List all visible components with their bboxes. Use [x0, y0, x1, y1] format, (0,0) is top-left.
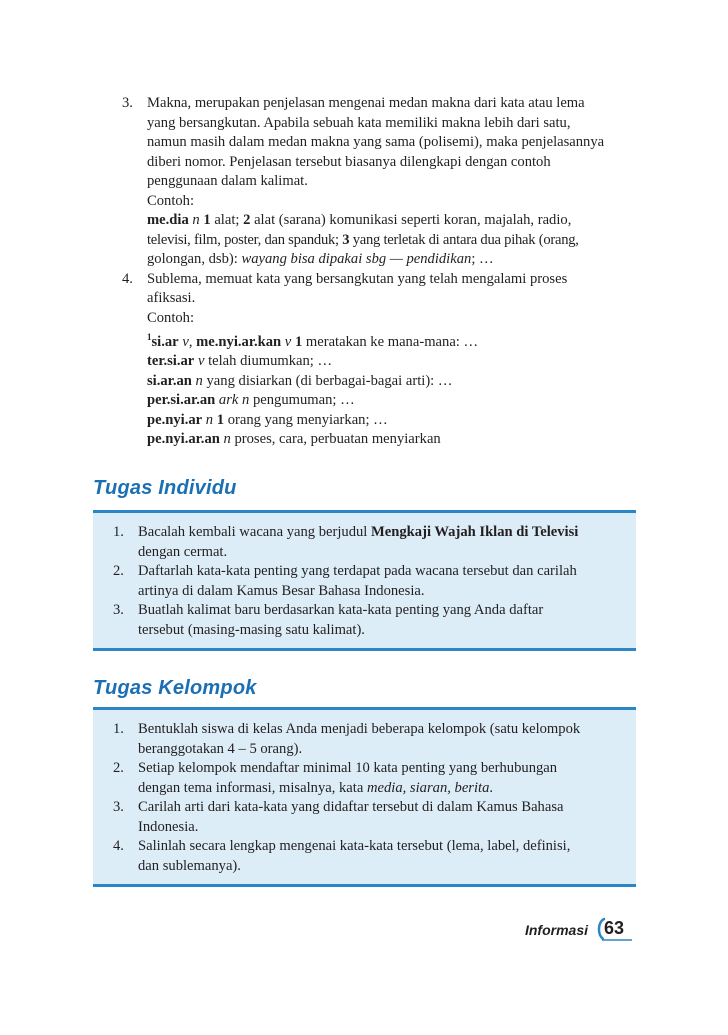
- text-line: Buatlah kalimat baru berdasarkan kata-kata penting yang Anda daftar: [138, 602, 544, 618]
- entry-definition: orang yang menyiarkan; …: [227, 411, 388, 428]
- list-item-makna: [122, 94, 634, 270]
- sublema-entry: [147, 328, 634, 352]
- entry-definition: yang disiarkan (di berbagai-bagai arti): …: [206, 372, 453, 389]
- entry-pos: n: [195, 372, 203, 389]
- list-number: 2.: [113, 760, 124, 776]
- list-item: [113, 759, 616, 798]
- text-line: Makna, merupakan penjelasan mengenai medan makna dari kata atau lema: [147, 95, 585, 111]
- text-line: yang bersangkutan. Apabila sebuah kata memiliki makna lebih dari satu,: [147, 114, 571, 131]
- sense-text: yang terletak di antara dua pihak (orang,: [352, 231, 579, 248]
- tugas-kelompok-list: [93, 710, 636, 884]
- tugas-kelompok-box: [93, 707, 636, 887]
- sense-number: 1: [216, 411, 225, 428]
- text-line: Indonesia.: [138, 818, 199, 835]
- entry-headword: pe.nyi.ar: [147, 411, 203, 428]
- sense-number: 1: [294, 333, 303, 350]
- article-title: Mengkaji Wajah Iklan di Televisi: [371, 524, 579, 540]
- text-line: Salinlah secara lengkap mengenai kata-kata tersebut (lema, label, definisi,: [138, 838, 571, 854]
- list-item: [113, 837, 616, 876]
- sublema-entry: [147, 372, 634, 392]
- entry-definition: telah diumumkan; …: [208, 353, 333, 370]
- list-number: 3.: [113, 799, 124, 815]
- list-item-sublema: [122, 270, 634, 450]
- text-line: diberi nomor. Penjelasan tersebut biasanya dilengkapi dengan contoh: [147, 153, 551, 170]
- tugas-individu-list: [93, 513, 636, 648]
- text-line: dan sublemanya).: [138, 857, 241, 874]
- text-line: Daftarlah kata-kata penting yang terdapat pada wacana tersebut dan carilah: [138, 563, 577, 579]
- page-number-badge: [596, 916, 634, 942]
- entry-pos: n: [192, 212, 200, 228]
- entry-headword: ter.si.ar: [147, 353, 195, 370]
- sublema-entry: [147, 391, 634, 411]
- list-number: 4.: [122, 270, 133, 287]
- separator: ,: [188, 333, 193, 350]
- sense-text: golongan, dsb):: [147, 251, 238, 267]
- text-line: [138, 523, 616, 543]
- entry-headword: pe.nyi.ar.an: [147, 431, 220, 448]
- sublema-entry: [147, 411, 634, 431]
- text-line: [138, 779, 616, 799]
- list-item: [113, 720, 616, 759]
- list-number: 4.: [113, 838, 124, 854]
- tugas-individu-box: [93, 510, 636, 651]
- entry-headword: si.ar: [151, 333, 179, 350]
- list-item: [113, 523, 616, 562]
- entry-pos: v: [182, 333, 189, 350]
- text-line: namun masih dalam medan makna yang sama (polisemi), maka penjelasannya: [147, 134, 605, 150]
- entry-pos: n: [205, 411, 214, 428]
- sense-text: alat (sarana) komunikasi seperti koran, majalah, radio,: [254, 212, 572, 228]
- tugas-individu-heading: Tugas Individu: [93, 477, 237, 499]
- dictionary-entry-line: [147, 250, 634, 270]
- text-line: afiksasi.: [147, 290, 196, 306]
- contoh-label: Contoh:: [147, 309, 195, 326]
- text-line: Setiap kelompok mendaftar minimal 10 kata penting yang berhubungan: [138, 760, 558, 776]
- text-line: penggunaan dalam kalimat.: [147, 173, 308, 189]
- sense-end: ; …: [471, 251, 494, 267]
- text-line: Bentuklah siswa di kelas Anda menjadi beberapa kelompok (satu kelompok: [138, 721, 581, 737]
- usage-example: wayang bisa dipakai sbg — pendidikan: [241, 251, 472, 267]
- entry-definition: pengumuman; …: [252, 392, 355, 409]
- list-number: 2.: [113, 563, 124, 579]
- entry-pos: ark n: [218, 392, 250, 409]
- text-line: artinya di dalam Kamus Besar Bahasa Indonesia.: [138, 582, 425, 599]
- dictionary-entry-line: [147, 231, 634, 251]
- page-number: 63: [604, 918, 625, 938]
- entry-pos: v: [284, 333, 292, 350]
- text-line: Sublema, memuat kata yang bersangkutan yang telah mengalami proses: [147, 270, 568, 287]
- sense-text: televisi, film, poster, dan spanduk;: [147, 231, 339, 248]
- list-number: 1.: [113, 721, 124, 737]
- list-number: 3.: [113, 602, 124, 618]
- list-number: 3.: [122, 95, 133, 111]
- entry-pos: n: [223, 431, 231, 448]
- entry-headword: per.si.ar.an: [147, 392, 216, 409]
- entry-pos: v: [197, 353, 205, 370]
- task-text: dengan tema informasi, misalnya, kata: [138, 779, 367, 796]
- entry-headword: me.nyi.ar.kan: [196, 333, 282, 350]
- contoh-label: Contoh:: [147, 192, 195, 209]
- list-item: [113, 562, 616, 601]
- entry-headword: si.ar.an: [147, 372, 192, 389]
- homonym-number: 1: [147, 332, 152, 342]
- sense-number: 3: [342, 231, 350, 248]
- example-words: media, siaran, berita: [366, 779, 490, 796]
- entry-definition: meratakan ke mana-mana: …: [305, 333, 479, 350]
- entry-headword: me.dia: [147, 212, 189, 228]
- sense-number: 1: [203, 212, 211, 228]
- text-line: Carilah arti dari kata-kata yang didaftar tersebut di dalam Kamus Bahasa: [138, 799, 564, 815]
- sublema-entry: [147, 430, 634, 450]
- footer-chapter-label: Informasi: [524, 922, 588, 938]
- list-number: 1.: [113, 524, 124, 540]
- tugas-kelompok-heading: Tugas Kelompok: [93, 677, 257, 699]
- sense-text: alat;: [214, 212, 240, 228]
- sublema-entry: [147, 352, 634, 372]
- dictionary-entry-media: [147, 211, 634, 231]
- list-item: [113, 601, 616, 640]
- text-line: tersebut (masing-masing satu kalimat).: [138, 621, 365, 638]
- task-text-end: .: [489, 779, 494, 796]
- sense-number: 2: [243, 212, 251, 228]
- entry-definition: proses, cara, perbuatan menyiarkan: [234, 431, 441, 448]
- text-line: beranggotakan 4 – 5 orang).: [138, 740, 303, 757]
- task-text: Bacalah kembali wacana yang berjudul: [138, 524, 371, 540]
- lema-structure-list: [122, 94, 634, 450]
- text-line: dengan cermat.: [138, 543, 228, 560]
- list-item: [113, 798, 616, 837]
